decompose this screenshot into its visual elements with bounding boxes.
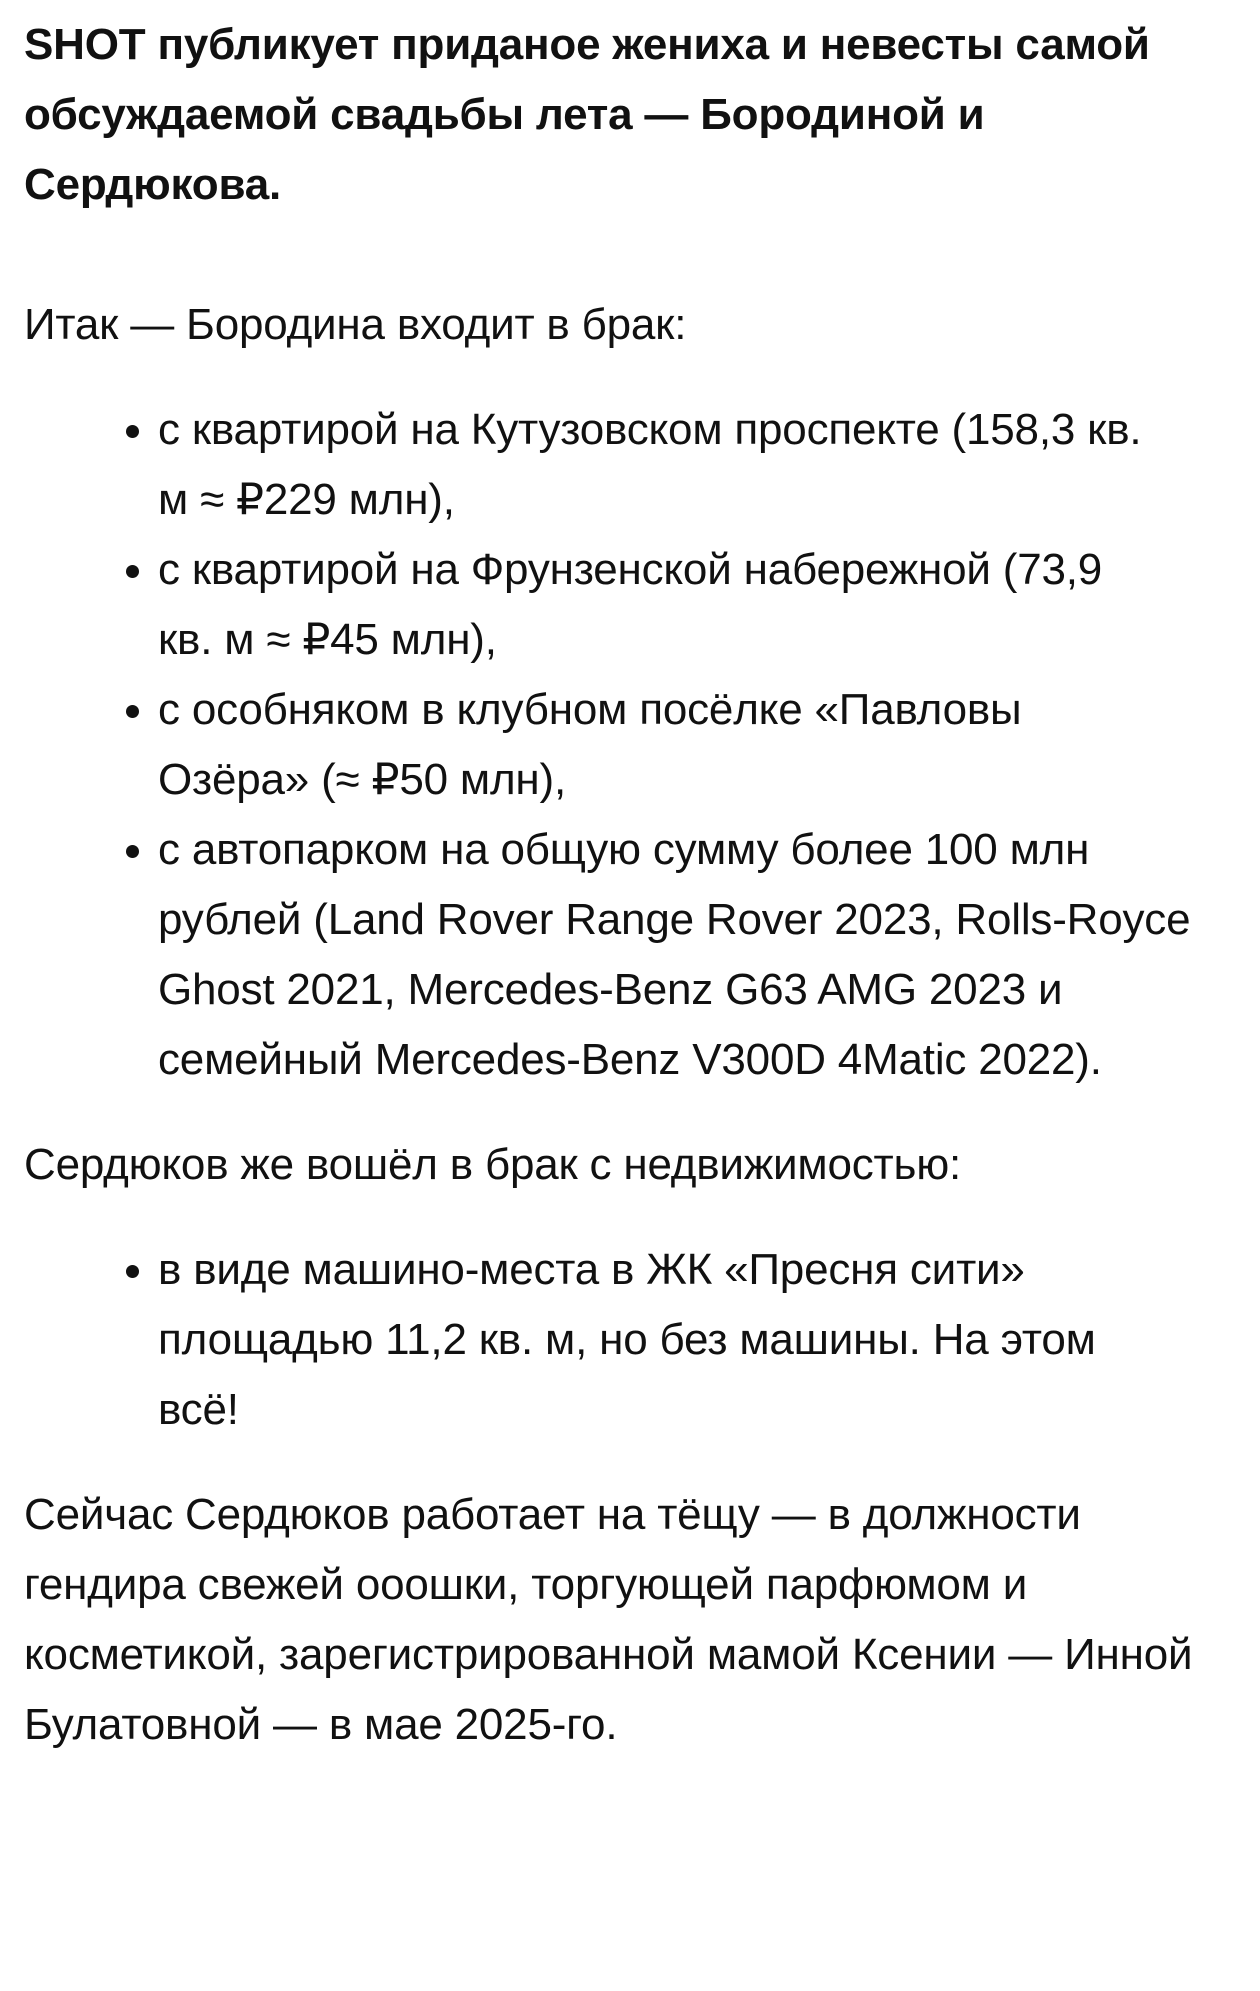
serdyukov-intro: Сердюков же вошёл в брак с недвижимостью: xyxy=(24,1140,962,1189)
list-item xyxy=(158,815,1218,1095)
bullet-dot xyxy=(126,1265,139,1278)
bullet-dot xyxy=(126,845,139,858)
borodina-intro: Итак — Бородина входит в брак: xyxy=(24,300,687,349)
post-headline: SHOT публикует приданое жениха и невесты самой обсуждаемой свадьбы лета — Бородиной и Сердюкова. xyxy=(24,20,1150,209)
bullet-dot xyxy=(126,705,139,718)
post-body xyxy=(24,10,1224,1760)
list-item-text: с квартирой на Фрунзенской набережной (73,9 кв. м ≈ ₽45 млн), xyxy=(158,545,1103,664)
list-item-text: с квартирой на Кутузовском проспекте (158,3 кв. м ≈ ₽229 млн), xyxy=(158,405,1142,524)
list-item xyxy=(158,535,1168,675)
list-item-text: с автопарком на общую сумму более 100 млн рублей (Land Rover Range Rover 2023, Rolls-Royce Ghost 2021, Mercedes-Benz G63 AMG 2023 и семейный Mercedes-Benz V300D 4Matic 2022). xyxy=(158,825,1191,1084)
bullet-dot xyxy=(126,565,139,578)
list-item-text: в виде машино-места в ЖК «Пресня сити» площадью 11,2 кв. м, но без машины. На этом всё! xyxy=(158,1245,1096,1434)
list-item xyxy=(158,395,1158,535)
closing-paragraph: Сейчас Сердюков работает на тёщу — в должности гендира свежей ооошки, торгующей парфюмом и косметикой, зарегистрированной мамой Ксении — Инной Булатовной — в мае 2025-го. xyxy=(24,1490,1193,1749)
list-item xyxy=(158,675,1168,815)
borodina-assets-list xyxy=(24,395,1234,1095)
list-item xyxy=(158,1235,1168,1445)
serdyukov-assets-list xyxy=(24,1235,1224,1445)
bullet-dot xyxy=(126,425,139,438)
list-item-text: с особняком в клубном посёлке «Павловы Озёра» (≈ ₽50 млн), xyxy=(158,685,1022,804)
